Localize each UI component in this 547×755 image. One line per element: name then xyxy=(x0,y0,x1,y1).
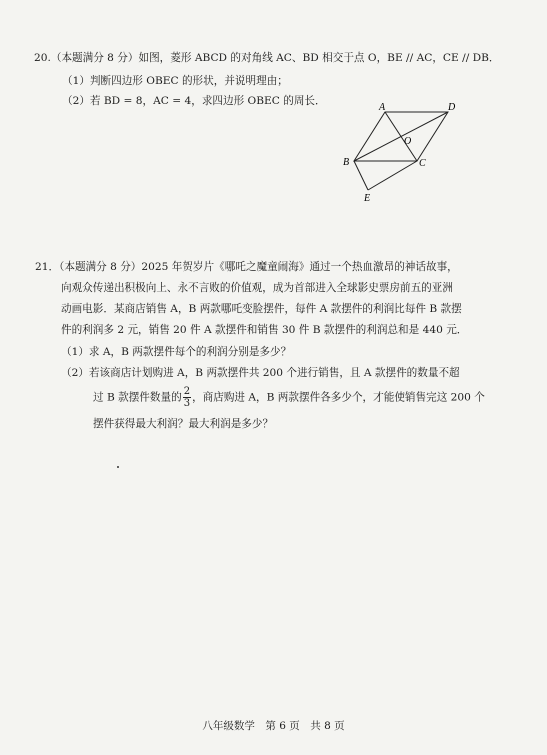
q21-part2-pre: 过 B 款摆件数量的 xyxy=(93,391,182,404)
q21-part2-line3: 摆件获得最大利润？最大利润是多少？ xyxy=(93,418,274,430)
q21-part2-line1: （2）若该商店计划购进 A，B 两款摆件共 200 个进行销售，且 A 款摆件的数量不超 xyxy=(61,367,460,379)
label-c: C xyxy=(419,158,426,169)
q21-line2: 向观众传递出积极向上、永不言败的价值观，成为首部进入全球影史票房前五的亚洲 xyxy=(61,282,453,294)
fraction-numerator: 2 xyxy=(183,386,191,397)
diagonal-bd xyxy=(354,112,448,161)
stray-dot xyxy=(117,466,119,468)
label-a: A xyxy=(379,102,386,113)
q20-title: 20.（本题满分 8 分）如图，菱形 ABCD 的对角线 AC、BD 相交于点 O，BE // AC，CE // DB． xyxy=(34,52,500,64)
fraction-denominator: 3 xyxy=(183,398,191,409)
q21-line1: 21．（本题满分 8 分）2025 年贺岁片《哪吒之魔童闹海》通过一个热血激昂的神话故事， xyxy=(35,261,458,273)
q21-part1: （1）求 A，B 两款摆件每个的利润分别是多少？ xyxy=(61,346,292,358)
segment-ce xyxy=(368,161,417,190)
label-d: D xyxy=(448,102,456,113)
segment-be xyxy=(354,161,368,190)
q20-part1: （1）判断四边形 OBEC 的形状，并说明理由； xyxy=(62,75,288,87)
label-e: E xyxy=(364,193,371,204)
page-footer: 八年级数学 第 6 页 共 8 页 xyxy=(202,720,345,732)
q21-line3: 动画电影．某商店销售 A，B 两款哪吒变脸摆件，每件 A 款摆件的利润比每件 B 款摆 xyxy=(61,303,462,315)
fraction-two-thirds xyxy=(183,386,191,409)
q21-line4: 件的利润多 2 元，销售 20 件 A 款摆件和销售 30 件 B 款摆件的利润总和是 440 元． xyxy=(61,324,468,336)
rhombus-figure xyxy=(338,100,468,205)
label-b: B xyxy=(343,157,350,168)
q20-part2: （2）若 BD = 8，AC = 4，求四边形 OBEC 的周长． xyxy=(62,95,326,107)
label-o: O xyxy=(404,136,412,147)
q21-part2-line2 xyxy=(93,386,485,409)
q21-part2-post: ，商店购进 A，B 两款摆件各多少个，才能使销售完这 200 个 xyxy=(192,391,485,404)
